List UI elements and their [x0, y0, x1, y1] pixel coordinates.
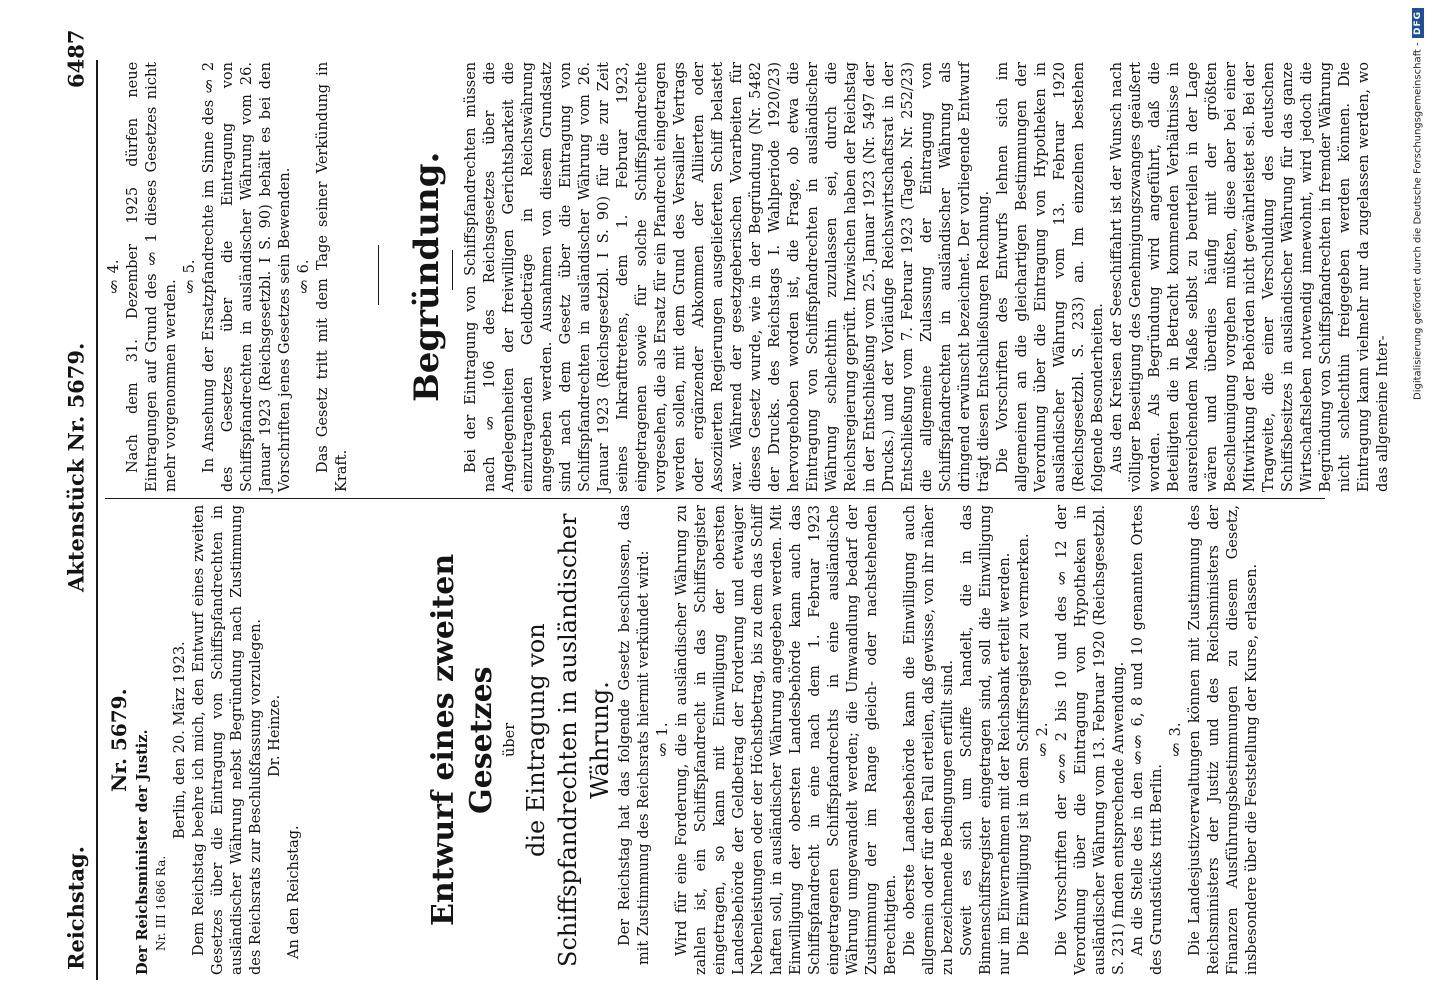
section-2-para-2: An die Stelle des in den §§ 6, 8 und 10 genannten Ortes des Grundstücks tritt Berlin.: [1130, 505, 1165, 975]
cover-letter: [105, 505, 415, 975]
enactment-clause: Der Reichstag hat das folgende Gesetz beschlossen, das mit Zustimmung des Reichsrats hiermit verkündet wird:: [617, 505, 652, 965]
draft-law-continued: [105, 62, 400, 492]
section-6-heading: § 6.: [296, 259, 312, 295]
rationale-para-3: Aus den Kreisen der Seeschiffahrt ist der Wunsch nach völliger Beseitigung des Genehmigungszwanges geäußert worden. Als Begründung wird angeführt, daß die Beteiligten die in Betracht kommenden Verhältnisse in ausreichendem Maße selbst zu beurteilen in der Lage wären und überdies häufig mit der größten Beschleunigung vorgehen müßten, diese aber bei einer Mitwirkung der Behörden nicht gewährleistet sei. Bei der Tragweite, die einer Verschuldung des deutschen Schiffsbesitzes in ausländischer Währung für das ganze Wirtschaftsleben notwendig innewohnt, wird jedoch die Begründung von Schiffspfandrechten in fremder Währung nicht schlechthin freigegeben werden können. Die Eintragung kann vielmehr nur da zugelassen werden, wo das allgemeine Inter-: [1109, 62, 1391, 492]
section-1-heading: § 1.: [655, 722, 671, 758]
rationale-para-1: Bei der Eintragung von Schiffspfandrechten müssen nach § 106 des Reichsgesetzes über die Angelegenheiten der freiwilligen Gerichtsbarkeit die einzutragenden Geldbeträge in Reichswährung angegeben werden. Ausnahmen von diesem Grundsatz sind nach dem Gesetz über die Eintragung von Schiffspfandrechten in ausländischer Währung vom 26. Januar 1923 (Reichsgesetzbl. I S. 90) für die zur Zeit seines Inkrafttretens, dem 1. Februar 1923, eingetragenen sowie für solche Schiffspfandrechte vorgesehen, die als Ersatz für ein Pfandrecht eingetragen werden sollen, mit dem Grund des Versailler Vertrags oder ergänzender Abkommen der Alliierten oder Assoziierten Regierungen ausgelieferten Schiff belastet war. Während der gesetzgeberischen Vorarbeiten für dieses Gesetz wurde, wie in der Begründung (Nr. 5482 der Drucks. des Reichstags I. Wahlperiode 1920/23) hervorgehoben worden ist, die Frage, ob etwa die Eintragung von Schiffspfandrechten in ausländischer Währung schlechthin zuzulassen sei, durch die Reichsregierung geprüft. Inzwischen haben der Reichstag in der Entschließung vom 25. Januar 1923 (Nr. 5497 der Drucks.) und der Vorläufige Reichswirtschaftsrat in der Entschließung vom 7. Februar 1923 (Tageb. Nr. 252/23) die allgemeine Zulassung der Eintragung von Schiffspfandrechten in ausländischer Währung als dringend erwünscht bezeichnet. Der vorliegende Entwurf trägt diesen Entschließungen Rechnung.: [463, 62, 992, 492]
doc-number: Nr. 5679.: [107, 688, 131, 792]
minister-title: Der Reichsminister der Justiz.: [134, 729, 151, 975]
header-center: Aktenstück Nr. 5679.: [63, 342, 89, 592]
header-rule: [96, 60, 98, 980]
signature: Dr. Heinze.: [267, 694, 283, 778]
column-divider: [105, 498, 1325, 499]
section-6-para: Das Gesetz tritt mit dem Tage seiner Verkündung in Kraft.: [315, 62, 350, 492]
credit-text: Digitalisierung gefördert durch die Deutsche Forschungsgemeinschaft -: [1412, 42, 1424, 400]
section-1-para-2: Die oberste Landesbehörde kann die Einwilligung auch allgemein oder für den Fall erteilen, daß gewisse, von ihr näher zu bezeichnende Bedingungen erfüllt sind.: [902, 505, 956, 975]
reference-number: Nr. III 1686 Ra.: [154, 855, 168, 951]
section-1-para-3: Soweit es sich um Schiffe handelt, die in das Binnenschiffsregister eingetragen sind, soll die Einwilligung nur im Einvernehmen mit der Reichsbank erteilt werden.: [959, 505, 1013, 975]
header-left: Reichstag.: [63, 846, 89, 970]
dfg-logo: DFG: [1412, 8, 1424, 38]
section-2-heading: § 2.: [1035, 722, 1051, 758]
draft-subtitle: die Eintragung von Schiffspfandrechten in ausländischer Währung.: [522, 513, 614, 967]
rationale-title-rule: [452, 250, 453, 290]
draft-title: Entwurf eines zweiten Gesetzes: [426, 553, 499, 927]
letter-body: Dem Reichstag beehre ich mich, den Entwurf eines zweiten Gesetzes über die Eintragung von Schiffspfandrechten in ausländischer Währung nebst Begründung nach Zustimmung des Reichsrats zur Beschlußfassung vorzulegen.: [191, 505, 264, 975]
running-header: [60, 30, 92, 970]
header-page-number: 6487: [63, 30, 89, 89]
rationale-para-2: Die Vorschriften des Entwurfs lehnen sich im allgemeinen an die gleichartigen Bestimmungen der Verordnung über die Eintragung von Hypotheken in ausländischer Währung vom 13. Februar 1920 (Reichsgesetzbl. S. 233) an. Im einzelnen bestehen folgende Besonderheiten.: [995, 62, 1106, 492]
section-1-para-4: Die Einwilligung ist in dem Schiffsregister zu vermerken.: [1016, 533, 1032, 957]
rationale-title-box: [405, 62, 455, 492]
rationale-body: [462, 62, 1391, 492]
section-3-para-1: Die Landesjustizverwaltungen können mit Zustimmung des Reichsministers der Justiz und des Reichsministers der Finanzen Ausführungsbestimmungen zu diesem Gesetz, insbesondere über die Feststellung der Kurse, erlassen.: [1187, 505, 1260, 975]
draft-title-uber: über: [502, 722, 518, 758]
section-end-rule: [378, 245, 379, 305]
section-2-para-1: Die Vorschriften der §§ 2 bis 10 und des § 12 der Verordnung über die Eintragung von Hypotheken in ausländischer Währung vom 13. Februar 1920 (Reichsgesetzbl. S. 231) finden entsprechende Anwendung.: [1054, 505, 1127, 975]
section-5-para: In Ansehung der Ersatzpfandrechte im Sinne des § 2 des Gesetzes über die Eintragung von Schiffspfandrechten in ausländischer Währung vom 26. Januar 1923 (Reichsgesetzbl. I S. 90) behält es bei den Vorschriften jenes Gesetzes sein Bewenden.: [201, 62, 293, 492]
section-1-para-1: Wird für eine Forderung, die in ausländischer Währung zu zahlen ist, ein Schiffspfandrecht in das Schiffsregister eingetragen, so kann mit Einwilligung der obersten Landesbehörde der Geldbetrag der Forderung und etwaiger Nebenleistungen oder der Höchstbetrag, bis zu dem das Schiff haften soll, in ausländischer Währung angegeben werden. Mit Einwilligung der obersten Landesbehörde kann auch das Schiffspfandrecht in eine nach dem 1. Februar 1923 eingetragenen Schiffspfandrechts in eine ausländische Währung umgewandelt werden; die Umwandlung bedarf der Zustimmung der im Range gleich- oder nachstehenden Berechtigten.: [674, 505, 899, 975]
letter-date: Berlin, den 20. März 1923.: [172, 641, 188, 839]
section-3-heading: § 3.: [1168, 722, 1184, 758]
rationale-title: Begründung.: [407, 151, 447, 403]
section-4-heading: § 4.: [106, 259, 122, 295]
section-5-heading: § 5.: [182, 259, 198, 295]
addressee: An den Reichstag.: [286, 825, 302, 959]
section-4-para: Nach dem 31. Dezember 1925 dürfen neue Eintragungen auf Grund des § 1 dieses Gesetzes nicht mehr vorgenommen werden.: [125, 62, 179, 492]
digitization-credit: [1405, 8, 1431, 993]
draft-law: [425, 505, 1260, 975]
